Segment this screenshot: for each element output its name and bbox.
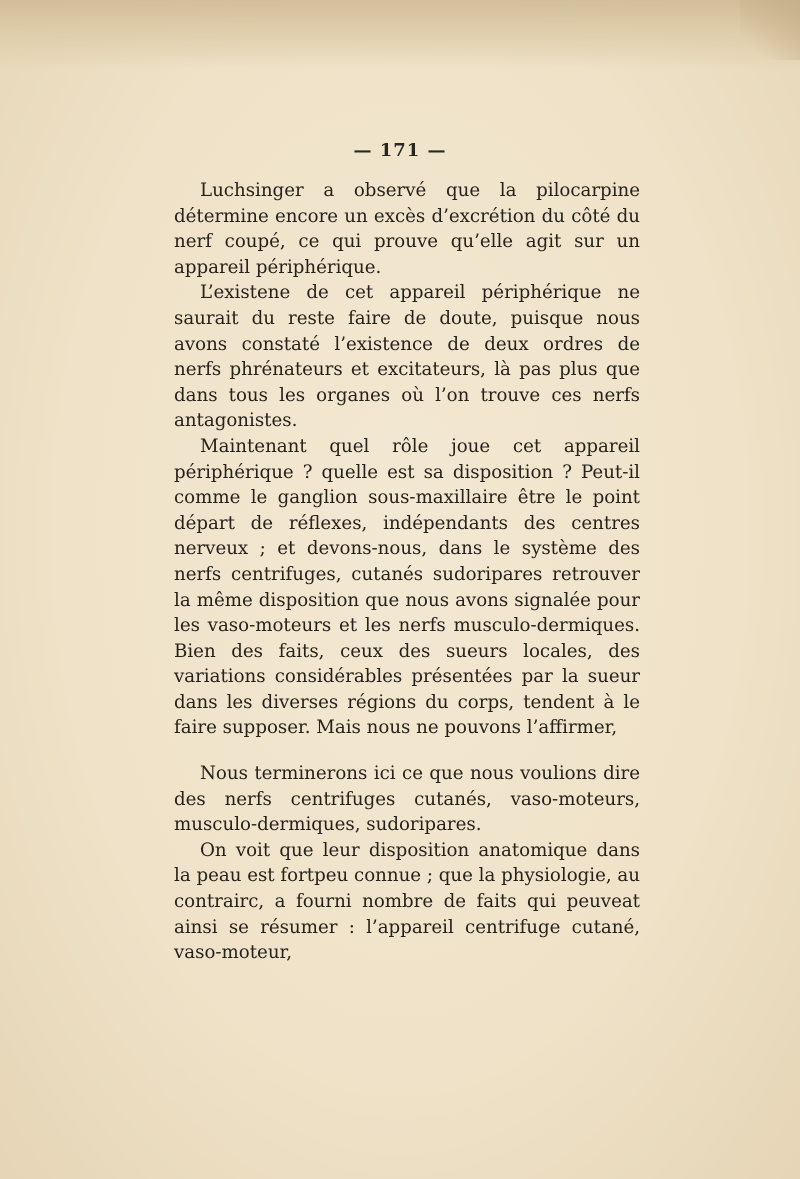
text-block-upper [174, 178, 640, 741]
paragraph: Maintenant quel rôle joue cet appareil périphérique ? quelle est sa disposition ? Peut-il comme le ganglion sous-maxillaire être le point départ de réflexes, indépendants des centres nerveux ; et devons-nous, dans le système des nerfs centrifuges, cutanés sudoripares retrouver la même disposition que nous avons signalée pour les vaso-moteurs et les nerfs musculo-dermiques. Bien des faits, ceux des sueurs locales, des variations considérables présentées par la sueur dans les diverses régions du corps, tendent à le faire supposer. Mais nous ne pouvons l’affirmer, [174, 435, 640, 739]
paragraph: L’existene de cet appareil périphérique ne saurait du reste faire de doute, puisque nous avons constaté l’existence de deux ordres de nerfs phrénateurs et excitateurs, là pas plus que dans tous les organes où l’on trouve ces nerfs antagonistes. [174, 282, 640, 432]
page-number: — 171 — [353, 140, 447, 161]
paragraph: Luchsinger a observé que la pilocarpine détermine encore un excès d’excrétion du côté du nerf coupé, ce qui prouve qu’elle agit sur un appareil périphérique. [174, 180, 640, 278]
page-corner-stain [740, 0, 800, 60]
paragraph: Nous terminerons ici ce que nous voulions dire des nerfs centrifuges cutanés, vaso-moteurs, musculo-dermiques, sudoripares. [174, 763, 640, 836]
paragraph: On voit que leur disposition anatomique dans la peau est fortpeu connue ; que la physiologie, au contrairc, a fourni nombre de faits qui peuveat ainsi se résumer : l’appareil centrifuge cutané, vaso-moteur, [174, 839, 640, 964]
text-block-lower [174, 761, 640, 966]
page-stain [0, 0, 800, 70]
